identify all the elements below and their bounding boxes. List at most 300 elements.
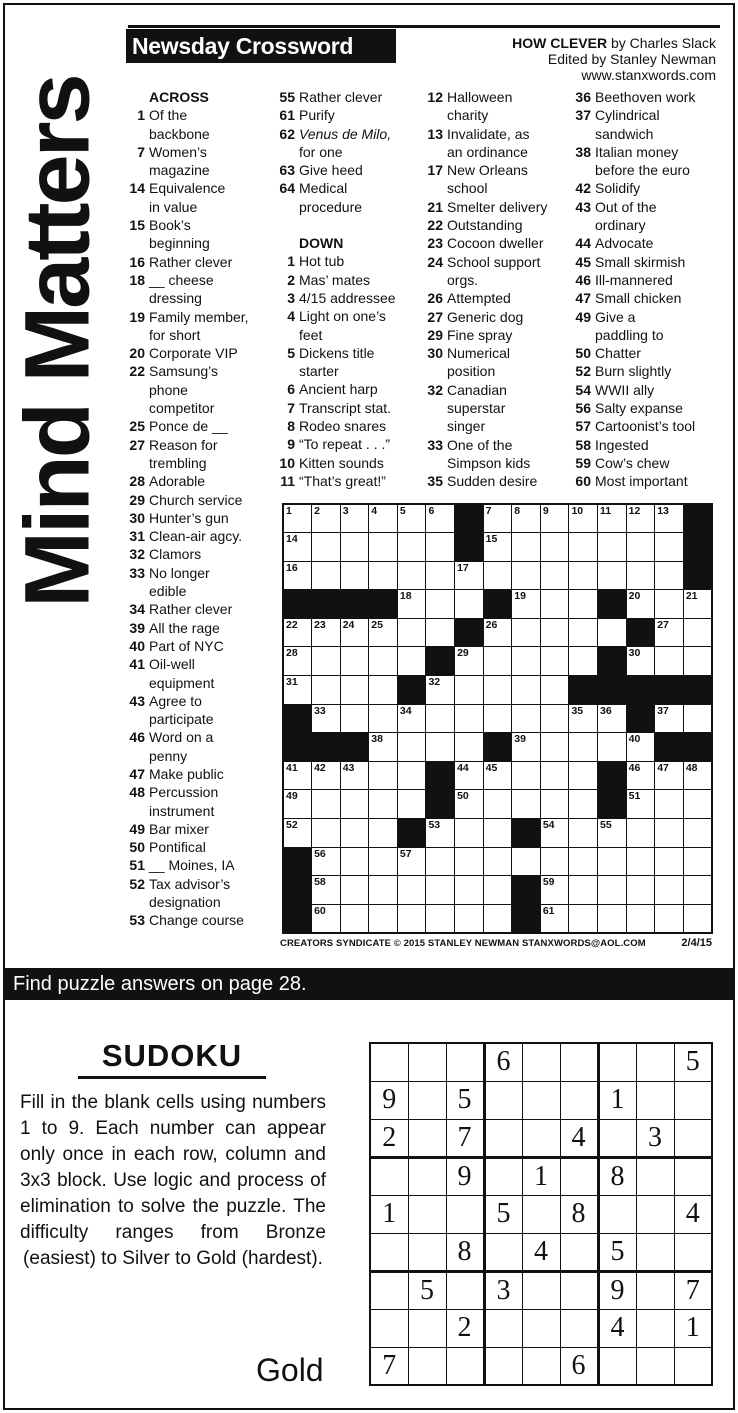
grid-cell	[598, 704, 627, 733]
cell-number: 32	[428, 676, 441, 689]
clue-text: “That’s great!”	[299, 472, 386, 489]
sudoku-cell	[408, 1157, 446, 1195]
black-square	[598, 790, 627, 819]
cell-number: 20	[628, 590, 641, 603]
clue-number: 15	[129, 217, 145, 234]
clue-text: phone	[149, 381, 188, 398]
clue-text: school	[447, 180, 488, 197]
grid-cell	[340, 876, 369, 905]
across-clue	[127, 362, 277, 380]
clue-column-3	[425, 88, 573, 491]
across-clue	[127, 454, 277, 472]
cell-number: 38	[371, 733, 383, 746]
sudoku-cell	[560, 1081, 598, 1119]
clue-text: Women’s	[149, 143, 207, 160]
sudoku-cell	[370, 1233, 408, 1271]
clue-number: 35	[427, 473, 443, 490]
clue-number	[127, 582, 149, 600]
black-square	[340, 733, 369, 762]
clue-number: 50	[129, 839, 145, 856]
down-clue	[277, 362, 427, 380]
across-clue	[127, 509, 277, 527]
grid-cell	[283, 561, 312, 590]
clue-number: 62	[279, 125, 295, 142]
sudoku-cell: 6	[560, 1347, 598, 1385]
across-clue	[127, 161, 277, 179]
clue-number	[573, 216, 595, 234]
clue-text: Change course	[149, 912, 244, 929]
grid-cell	[340, 647, 369, 676]
sudoku-instructions: Fill in the blank cells using numbers 1 to 9. Each number can appear only once in each row, column and 3x3 block. Use logic and process of elimination to solve the puzzle. The difficulty ranges from Bronze (easiest) to Silver to Gold (hardest).	[20, 1092, 326, 1269]
grid-cell	[340, 561, 369, 590]
down-clue	[277, 252, 427, 270]
clue-text: Percussion	[149, 784, 219, 801]
grid-cell	[283, 647, 312, 676]
clue-number: 18	[129, 271, 145, 288]
grid-cell	[369, 904, 398, 933]
sudoku-cell: 5	[598, 1233, 636, 1271]
grid-cell	[455, 561, 484, 590]
across-clue	[127, 564, 277, 582]
sudoku-cell: 5	[446, 1081, 484, 1119]
clue-number	[127, 747, 149, 765]
clue-text: 4/15 addressee	[299, 289, 396, 306]
grid-cell	[369, 618, 398, 647]
sudoku-cell: 9	[598, 1271, 636, 1309]
grid-cell	[369, 761, 398, 790]
across-clue	[127, 765, 277, 783]
grid-cell	[512, 647, 541, 676]
black-square	[483, 590, 512, 619]
clue-number: 19	[129, 308, 145, 325]
sudoku-cell: 2	[446, 1309, 484, 1347]
clue-number: 31	[129, 528, 145, 545]
clue-text: paddling to	[595, 326, 664, 343]
clue-text: Samsung’s	[149, 363, 219, 380]
cell-number: 12	[628, 505, 641, 517]
down-clue	[277, 454, 427, 472]
syndicate-credit: CREATORS SYNDICATE © 2015 STANLEY NEWMAN STANXWORDS@AOL.COM	[280, 938, 646, 949]
grid-cell	[369, 819, 398, 848]
black-square	[397, 676, 426, 705]
cell-number: 58	[314, 876, 326, 889]
grid-cell	[426, 704, 455, 733]
across-clue	[127, 802, 277, 820]
sudoku-cell	[522, 1347, 560, 1385]
grid-cell	[540, 676, 569, 705]
across-clue	[127, 381, 277, 399]
clue-column-2	[277, 88, 427, 490]
grid-cell	[426, 561, 455, 590]
grid-cell	[426, 618, 455, 647]
down-clue	[425, 143, 573, 161]
down-clue	[425, 417, 573, 435]
clue-number: 22	[427, 217, 443, 234]
grid-cell	[598, 904, 627, 933]
clue-number: 27	[129, 436, 145, 453]
across-clue	[127, 143, 277, 161]
across-clue	[127, 856, 277, 874]
grid-cell	[569, 504, 598, 533]
clue-text: Rather clever	[149, 601, 233, 618]
black-square	[512, 876, 541, 905]
down-clue	[573, 234, 723, 252]
sudoku-cell: 9	[446, 1157, 484, 1195]
grid-cell	[312, 761, 341, 790]
grid-cell	[683, 704, 712, 733]
grid-cell	[655, 790, 684, 819]
grid-cell	[655, 847, 684, 876]
sudoku-cell	[522, 1195, 560, 1233]
across-clue	[277, 88, 427, 106]
clue-text: Mas’ mates	[299, 271, 371, 288]
clue-number	[127, 234, 149, 252]
grid-cell	[598, 876, 627, 905]
across-clue	[127, 674, 277, 692]
clue-text: Word on a	[149, 729, 214, 746]
down-clue	[573, 198, 723, 216]
grid-cell	[312, 504, 341, 533]
clue-number: 9	[287, 436, 295, 453]
sudoku-cell	[446, 1043, 484, 1081]
across-clue	[127, 125, 277, 143]
clue-text: singer	[447, 418, 486, 435]
grid-cell	[540, 561, 569, 590]
clue-text: Transcript stat.	[299, 399, 392, 416]
black-square	[283, 847, 312, 876]
clue-number	[127, 454, 149, 472]
clue-number: 59	[575, 454, 591, 471]
black-square	[626, 618, 655, 647]
black-square	[683, 533, 712, 562]
sudoku-cell: 1	[674, 1309, 712, 1347]
clue-number	[127, 399, 149, 417]
grid-cell	[340, 761, 369, 790]
header-rule	[128, 25, 720, 28]
down-clue	[573, 143, 723, 161]
cell-number: 54	[542, 819, 555, 832]
down-clue	[425, 308, 573, 326]
cell-number: 5	[399, 505, 406, 517]
sudoku-cell	[484, 1347, 522, 1385]
across-clue	[127, 289, 277, 307]
grid-cell	[283, 761, 312, 790]
grid-cell	[397, 618, 426, 647]
grid-cell	[455, 904, 484, 933]
grid-cell	[369, 504, 398, 533]
black-square	[312, 590, 341, 619]
black-square	[312, 733, 341, 762]
clue-text: dressing	[149, 290, 202, 307]
clue-text: Venus de Milo,	[299, 125, 392, 142]
grid-cell	[540, 733, 569, 762]
grid-cell	[626, 533, 655, 562]
cell-number: 46	[628, 761, 641, 774]
black-square	[655, 733, 684, 762]
down-clue	[277, 344, 427, 362]
sudoku-cell	[674, 1233, 712, 1271]
grid-cell	[540, 647, 569, 676]
sudoku-cell	[560, 1309, 598, 1347]
clue-number: 27	[427, 308, 443, 325]
clue-number: 3	[287, 289, 295, 306]
clue-text: Dickens title	[299, 344, 375, 361]
down-clue	[425, 198, 573, 216]
clue-number: 16	[129, 253, 145, 270]
across-clue	[127, 308, 277, 326]
clue-number	[277, 362, 299, 380]
cell-number: 21	[685, 590, 698, 603]
sudoku-cell: 2	[370, 1119, 408, 1157]
grid-cell	[655, 876, 684, 905]
grid-cell	[598, 561, 627, 590]
grid-cell	[340, 504, 369, 533]
cell-number: 56	[314, 847, 326, 860]
grid-cell	[655, 704, 684, 733]
sudoku-cell	[408, 1043, 446, 1081]
clue-text: ordinary	[595, 217, 646, 234]
grid-cell	[569, 618, 598, 647]
clue-number	[127, 198, 149, 216]
down-clue	[573, 399, 723, 417]
clue-text: instrument	[149, 802, 215, 819]
sudoku-cell	[636, 1195, 674, 1233]
clue-text: magazine	[149, 162, 210, 179]
clue-text: No longer	[149, 564, 210, 581]
down-clue	[425, 326, 573, 344]
grid-cell	[569, 819, 598, 848]
grid-cell	[626, 790, 655, 819]
down-clue	[425, 344, 573, 362]
sudoku-cell	[370, 1309, 408, 1347]
cell-number: 41	[286, 761, 298, 774]
sudoku-cell	[674, 1119, 712, 1157]
clue-text: Solidify	[595, 180, 641, 197]
sudoku-cell	[408, 1347, 446, 1385]
down-clue	[277, 380, 427, 398]
cell-number: 13	[657, 505, 669, 517]
black-square	[340, 590, 369, 619]
down-clue	[573, 326, 723, 344]
grid-cell	[397, 647, 426, 676]
sudoku-cell: 8	[560, 1195, 598, 1233]
down-clue	[573, 216, 723, 234]
black-square	[512, 904, 541, 933]
grid-cell	[312, 876, 341, 905]
grid-cell	[598, 733, 627, 762]
clue-text: WWII ally	[595, 381, 655, 398]
grid-cell	[397, 590, 426, 619]
grid-cell	[283, 676, 312, 705]
sudoku-title: SUDOKU	[78, 1038, 266, 1079]
grid-cell	[283, 504, 312, 533]
clue-number: 47	[129, 765, 145, 782]
grid-cell	[512, 533, 541, 562]
grid-cell	[626, 819, 655, 848]
grid-cell	[312, 561, 341, 590]
clue-text: Rodeo snares	[299, 418, 387, 435]
down-clue	[425, 472, 573, 490]
sudoku-cell: 7	[674, 1271, 712, 1309]
grid-cell	[340, 790, 369, 819]
cell-number: 55	[600, 819, 612, 832]
grid-cell	[455, 790, 484, 819]
clue-number: 1	[287, 253, 295, 270]
grid-cell	[540, 847, 569, 876]
sudoku-cell	[560, 1233, 598, 1271]
sudoku-cell	[484, 1157, 522, 1195]
grid-cell	[626, 733, 655, 762]
sudoku-cell: 4	[598, 1309, 636, 1347]
across-clue	[127, 527, 277, 545]
clue-text: backbone	[149, 125, 210, 142]
clue-text: for short	[149, 326, 201, 343]
grid-cell	[569, 904, 598, 933]
grid-cell	[455, 676, 484, 705]
grid-cell	[540, 819, 569, 848]
sudoku-cell	[522, 1043, 560, 1081]
clue-text: Rather clever	[299, 89, 383, 105]
cell-number: 25	[371, 618, 383, 631]
grid-cell	[540, 618, 569, 647]
clue-number: 14	[129, 180, 145, 197]
clue-number	[425, 399, 447, 417]
clue-number	[425, 106, 447, 124]
sudoku-cell	[636, 1043, 674, 1081]
sudoku-cell: 7	[370, 1347, 408, 1385]
grid-cell	[512, 761, 541, 790]
sudoku-cell: 4	[674, 1195, 712, 1233]
grid-cell	[340, 533, 369, 562]
clue-number: 6	[287, 381, 295, 398]
clue-number: 58	[575, 436, 591, 453]
clue-text: participate	[149, 711, 214, 728]
clue-number	[277, 198, 299, 216]
grid-cell	[569, 533, 598, 562]
down-clue	[425, 125, 573, 143]
clue-text: Outstanding	[447, 217, 523, 234]
cell-number: 16	[286, 561, 298, 574]
across-clue	[127, 747, 277, 765]
clue-text: Ingested	[595, 436, 649, 453]
grid-cell	[340, 676, 369, 705]
sudoku-cell	[636, 1309, 674, 1347]
grid-cell	[569, 561, 598, 590]
sudoku-cell	[636, 1157, 674, 1195]
clue-number	[573, 161, 595, 179]
sudoku-cell: 8	[598, 1157, 636, 1195]
clue-number	[127, 674, 149, 692]
grid-cell	[312, 647, 341, 676]
clue-number: 49	[575, 308, 591, 325]
cell-number: 50	[457, 790, 469, 803]
clue-number	[127, 381, 149, 399]
clue-number: 51	[129, 857, 145, 874]
clue-text: Simpson kids	[447, 454, 531, 471]
puzzle-editor: Edited by Stanley Newman	[547, 51, 716, 67]
cell-number: 30	[628, 647, 641, 660]
clue-number: 49	[129, 820, 145, 837]
grid-cell	[426, 533, 455, 562]
clue-number	[127, 802, 149, 820]
grid-cell	[455, 761, 484, 790]
clue-text: Fine spray	[447, 326, 513, 343]
clue-number: 24	[427, 253, 443, 270]
grid-cell	[397, 533, 426, 562]
clue-text: Canadian	[447, 381, 507, 398]
clue-number: 46	[129, 729, 145, 746]
across-clue	[277, 143, 427, 161]
cell-number: 61	[542, 904, 555, 917]
sudoku-cell	[560, 1043, 598, 1081]
across-clue	[127, 582, 277, 600]
down-clue	[573, 436, 723, 454]
black-square	[369, 590, 398, 619]
clue-number: 11	[280, 472, 295, 489]
clue-text: __ cheese	[149, 271, 214, 288]
clue-number: 2	[287, 271, 295, 288]
across-clue	[127, 875, 277, 893]
clue-text: penny	[149, 747, 188, 764]
cell-number: 35	[571, 704, 584, 717]
grid-cell	[512, 676, 541, 705]
grid-cell	[426, 676, 455, 705]
clue-number: 4	[287, 308, 295, 325]
across-clue	[127, 216, 277, 234]
clue-number: 29	[129, 491, 145, 508]
clue-text: beginning	[149, 235, 210, 252]
grid-cell	[483, 904, 512, 933]
down-clue	[425, 399, 573, 417]
clue-number: 37	[575, 107, 591, 124]
grid-cell	[683, 618, 712, 647]
grid-cell	[683, 761, 712, 790]
across-clue	[127, 911, 277, 929]
black-square	[598, 647, 627, 676]
down-clue	[425, 381, 573, 399]
grid-cell	[683, 847, 712, 876]
down-clue	[277, 289, 427, 307]
cell-number: 24	[342, 618, 355, 631]
grid-cell	[340, 618, 369, 647]
grid-cell	[569, 590, 598, 619]
grid-cell	[483, 647, 512, 676]
cell-number: 57	[399, 847, 412, 860]
sudoku-cell	[560, 1157, 598, 1195]
down-clue	[425, 436, 573, 454]
grid-cell	[598, 618, 627, 647]
cell-number: 15	[485, 533, 498, 546]
black-square	[426, 790, 455, 819]
across-clue	[277, 125, 427, 143]
grid-cell	[397, 904, 426, 933]
clue-text: Small chicken	[595, 290, 682, 307]
grid-cell	[455, 647, 484, 676]
grid-cell	[540, 761, 569, 790]
clue-number: 38	[575, 143, 591, 160]
down-clue	[425, 234, 573, 252]
cell-number: 48	[685, 761, 698, 774]
grid-cell	[455, 847, 484, 876]
sudoku-cell: 3	[484, 1271, 522, 1309]
sudoku-cell: 6	[484, 1043, 522, 1081]
black-square	[598, 676, 627, 705]
clue-text: Halloween	[447, 89, 513, 105]
grid-cell	[369, 733, 398, 762]
grid-cell	[397, 733, 426, 762]
clue-number: 39	[129, 619, 145, 636]
across-clue	[277, 161, 427, 179]
